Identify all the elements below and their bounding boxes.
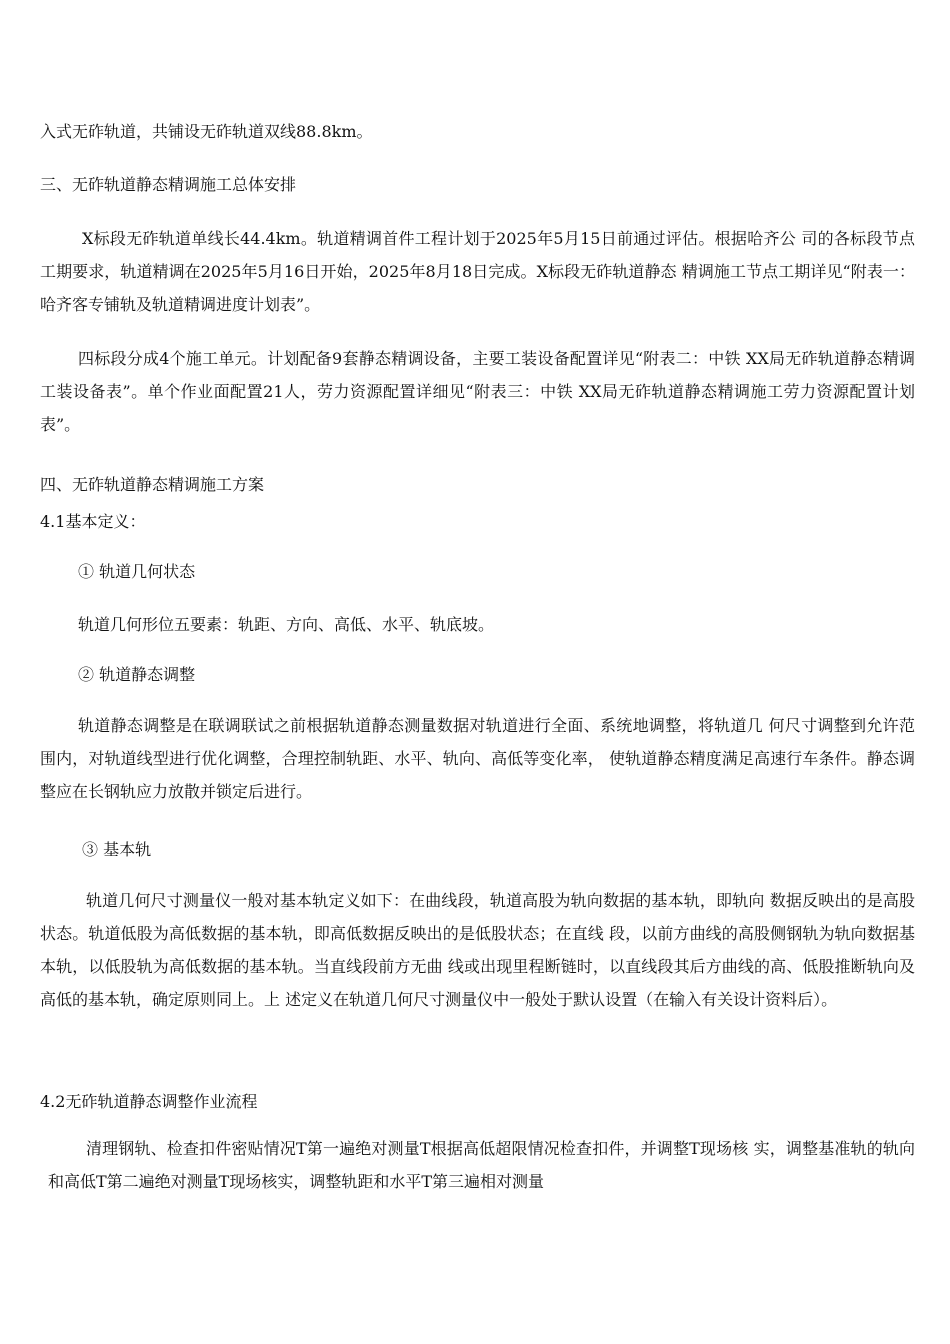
item-1-title: ① 轨道几何状态 — [78, 562, 196, 581]
paragraph-workflow: 清理钢轨、检查扣件密贴情况T第一遍绝对测量T根据高低超限情况检查扣件，并调整T现场核 实，调整基准轨的轨向和高低T第二遍绝对测量T现场核实，调整轨距和水平T第三遍相对测量 — [48, 1139, 915, 1191]
heading-section-4-1: 4.1基本定义： — [40, 512, 146, 531]
item-2-title: ② 轨道静态调整 — [78, 665, 196, 684]
heading-section-4-2: 4.2无砟轨道静态调整作业流程 — [40, 1092, 258, 1111]
item-3-title: ③ 基本轨 — [82, 840, 152, 859]
text-line-top: 入式无砟轨道，共铺设无砟轨道双线88.8km。 — [40, 122, 373, 141]
paragraph-base-rail: 轨道几何尺寸测量仪一般对基本轨定义如下：在曲线段，轨道高股为轨向数据的基本轨，即轨向 数据反映出的是高股状态。轨道低股为高低数据的基本轨，即高低数据反映出的是低股状态；在直线 段，以前方曲线的高股侧钢轨为轨向数据基本轨，以低股轨为高低数据的基本轨。当直线段前方无曲 线或出现里程断链时，以直线段其后方曲线的高、低股推断轨向及高低的基本轨，确定原则同上。上 述定义在轨道几何尺寸测量仪中一般处于默认设置（在输入有关设计资料后）。 — [40, 891, 915, 1009]
paragraph-static-adjustment: 轨道静态调整是在联调联试之前根据轨道静态测量数据对轨道进行全面、系统地调整，将轨道几 何尺寸调整到允许范围内，对轨道线型进行优化调整，合理控制轨距、水平、轨向、高低等变化率， 使轨道静态精度满足高速行车条件。静态调整应在长钢轨应力放散并锁定后进行。 — [40, 716, 915, 801]
heading-section-3: 三、无砟轨道静态精调施工总体安排 — [40, 175, 297, 194]
heading-section-4: 四、无砟轨道静态精调施工方案 — [40, 475, 265, 494]
paragraph-schedule: X标段无砟轨道单线长44.4km。轨道精调首件工程计划于2025年5月15日前通过评估。根据哈齐公 司的各标段节点工期要求，轨道精调在2025年5月16日开始，2025年8月18日完成。X标段无砟轨道静态 精调施工节点工期详见“附表一：哈齐客专铺轨及轨道精调进度计划表”。 — [40, 229, 915, 314]
paragraph-resources: 四标段分成4个施工单元。计划配备9套静态精调设备，主要工装设备配置详见“附表二：中铁 XX局无砟轨道静态精调工装设备表”。单个作业面配置21人，劳力资源配置详细见“附表三：中铁 XX局无砟轨道静态精调施工劳力资源配置计划表”。 — [40, 349, 915, 434]
item-1-text: 轨道几何形位五要素：轨距、方向、高低、水平、轨底坡。 — [78, 615, 495, 634]
